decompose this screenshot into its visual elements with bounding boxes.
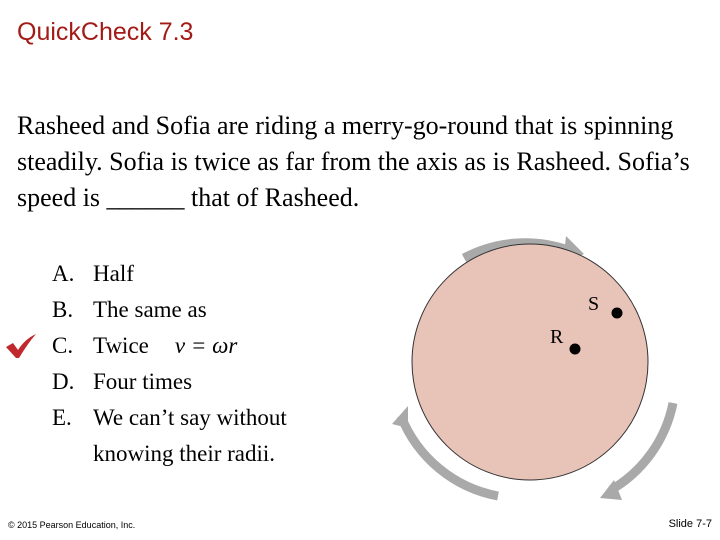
option-text: Half [93,261,134,286]
option-d[interactable] [52,364,352,400]
option-c[interactable] [52,328,352,364]
sofia-dot [612,308,623,319]
option-letter: E. [52,405,72,430]
option-text: Four times [93,369,193,394]
checkmark-icon [4,333,38,359]
option-letter: B. [52,297,74,322]
option-letter: A. [52,261,75,286]
rasheed-dot [570,344,581,355]
arrowhead-left [392,406,408,428]
option-text: We can’t say without [93,405,287,430]
answer-options [52,256,352,472]
option-a[interactable] [52,256,352,292]
option-e[interactable] [52,400,352,472]
question-text: Rasheed and Sofia are riding a merry-go-round that is spinning steadily. Sofia is twice as far from the axis as is Rasheed. Sofia’s speed is ______ that of Rasheed. [17,111,690,212]
option-letter: D. [52,369,75,394]
slide-title: QuickCheck 7.3 [17,18,194,46]
rasheed-label: R [550,326,564,348]
sofia-label: S [588,293,600,315]
copyright-text: © 2015 Pearson Education, Inc. [8,520,136,530]
option-b[interactable] [52,292,352,328]
option-text: Twice [93,333,149,358]
formula-text: v = ωr [174,333,238,358]
merry-go-round-diagram [386,228,686,508]
option-text-line2: knowing their radii. [93,441,276,466]
option-letter: C. [52,333,74,358]
merry-go-round-disk [412,244,648,480]
option-text: The same as [93,297,207,322]
slide-number: Slide 7-7 [668,518,712,530]
